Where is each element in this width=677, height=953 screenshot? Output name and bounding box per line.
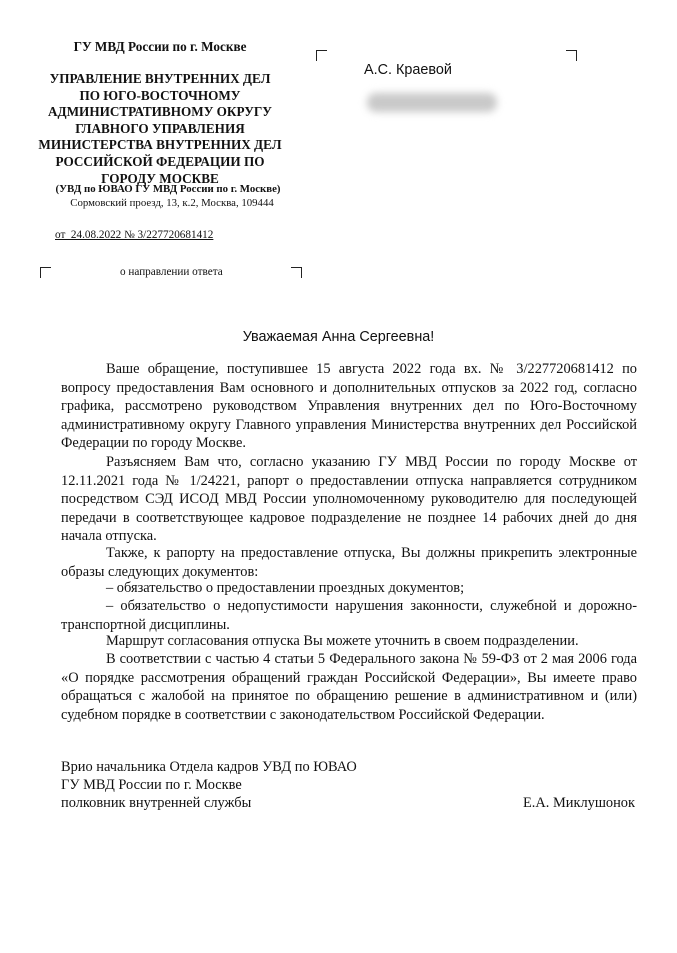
org-name-line: ГЛАВНОГО УПРАВЛЕНИЯ: [75, 120, 245, 136]
list-item: – обязательство о недопустимости нарушения законности, служебной и дорожно-транспортной дисциплины.: [61, 598, 637, 633]
signature-rank: полковник внутренней службы: [61, 795, 252, 811]
org-name-line: МИНИСТЕРСТВА ВНУТРЕННИХ ДЕЛ: [38, 137, 282, 153]
signature-title-line: ГУ МВД России по г. Москве: [61, 777, 242, 793]
org-name-line: ПО ЮГО-ВОСТОЧНОМУ: [79, 87, 241, 103]
org-name-line: УПРАВЛЕНИЕ ВНУТРЕННИХ ДЕЛ: [49, 71, 271, 86]
signatory-name: Е.А. Миклушонок: [522, 795, 635, 811]
org-name-line: АДМИНИСТРАТИВНОМУ ОКРУГУ: [48, 104, 272, 120]
org-name-line: ГОРОДУ МОСКВЕ: [101, 170, 219, 186]
subject-line: о направлении ответа: [120, 266, 223, 278]
body-paragraph: В соответствии с частью 4 статьи 5 Федерального закона № 59-ФЗ от 2 мая 2006 года «О порядке рассмотрения обращений граждан Российской Федерации», Вы имеете право обращаться с жалобой на принятое по обращению решение в административном и (или) судебном порядке в соответствии с законодательством Российской Федерации.: [61, 651, 637, 723]
body-paragraph: Разъясняем Вам что, согласно указанию ГУ МВД России по городу Москве от 12.11.2021 года № 1/24221, рапорт о предоставлении отпуска направляется сотрудником посредством СЭД ИСОД МВД России уполномоченному руководителю для последующей передачи в соответствующее кадровое подразделение не позднее 14 рабочих дней до дня начала отпуска.: [61, 454, 637, 545]
org-abbreviation: (УВД по ЮВАО ГУ МВД России по г. Москве): [55, 183, 281, 195]
list-item: – обязательство о предоставлении проездных документов;: [106, 580, 465, 596]
org-short-name: ГУ МВД России по г. Москве: [73, 39, 247, 54]
recipient-corner-mark: [316, 50, 327, 61]
org-address: Сормовский проезд, 13, к.2, Москва, 109444: [70, 197, 274, 209]
signature-title-line: Врио начальника Отдела кадров УВД по ЮВАО: [61, 759, 357, 775]
body-paragraph: Маршрут согласования отпуска Вы можете уточнить в своем подразделении.: [106, 633, 579, 649]
outgoing-reference: от 24.08.2022 № 3/227720681412: [55, 229, 214, 241]
body-paragraph: Ваше обращение, поступившее 15 августа 2022 года вх. № 3/227720681412 по вопросу предоставления Вам основного и дополнительных отпусков за 2022 год, согласно графика, рассмотрено руководством Управления внутренних дел по Юго-Восточному административному округу Главного управления Министерства внутренних дел Российской Федерации по городу Москве.: [61, 361, 637, 452]
org-full-name: [28, 71, 292, 187]
recipient-corner-mark: [566, 50, 577, 61]
org-name-line: РОССИЙСКОЙ ФЕДЕРАЦИИ ПО: [55, 153, 265, 169]
body-paragraph: Также, к рапорту на предоставление отпуска, Вы должны прикрепить электронные образы следующих документов:: [61, 545, 637, 580]
subject-corner-mark: [40, 267, 51, 278]
recipient-name: А.С. Краевой: [364, 62, 452, 78]
redacted-address: [367, 93, 497, 112]
subject-corner-mark: [291, 267, 302, 278]
greeting: Уважаемая Анна Сергеевна!: [242, 329, 435, 345]
